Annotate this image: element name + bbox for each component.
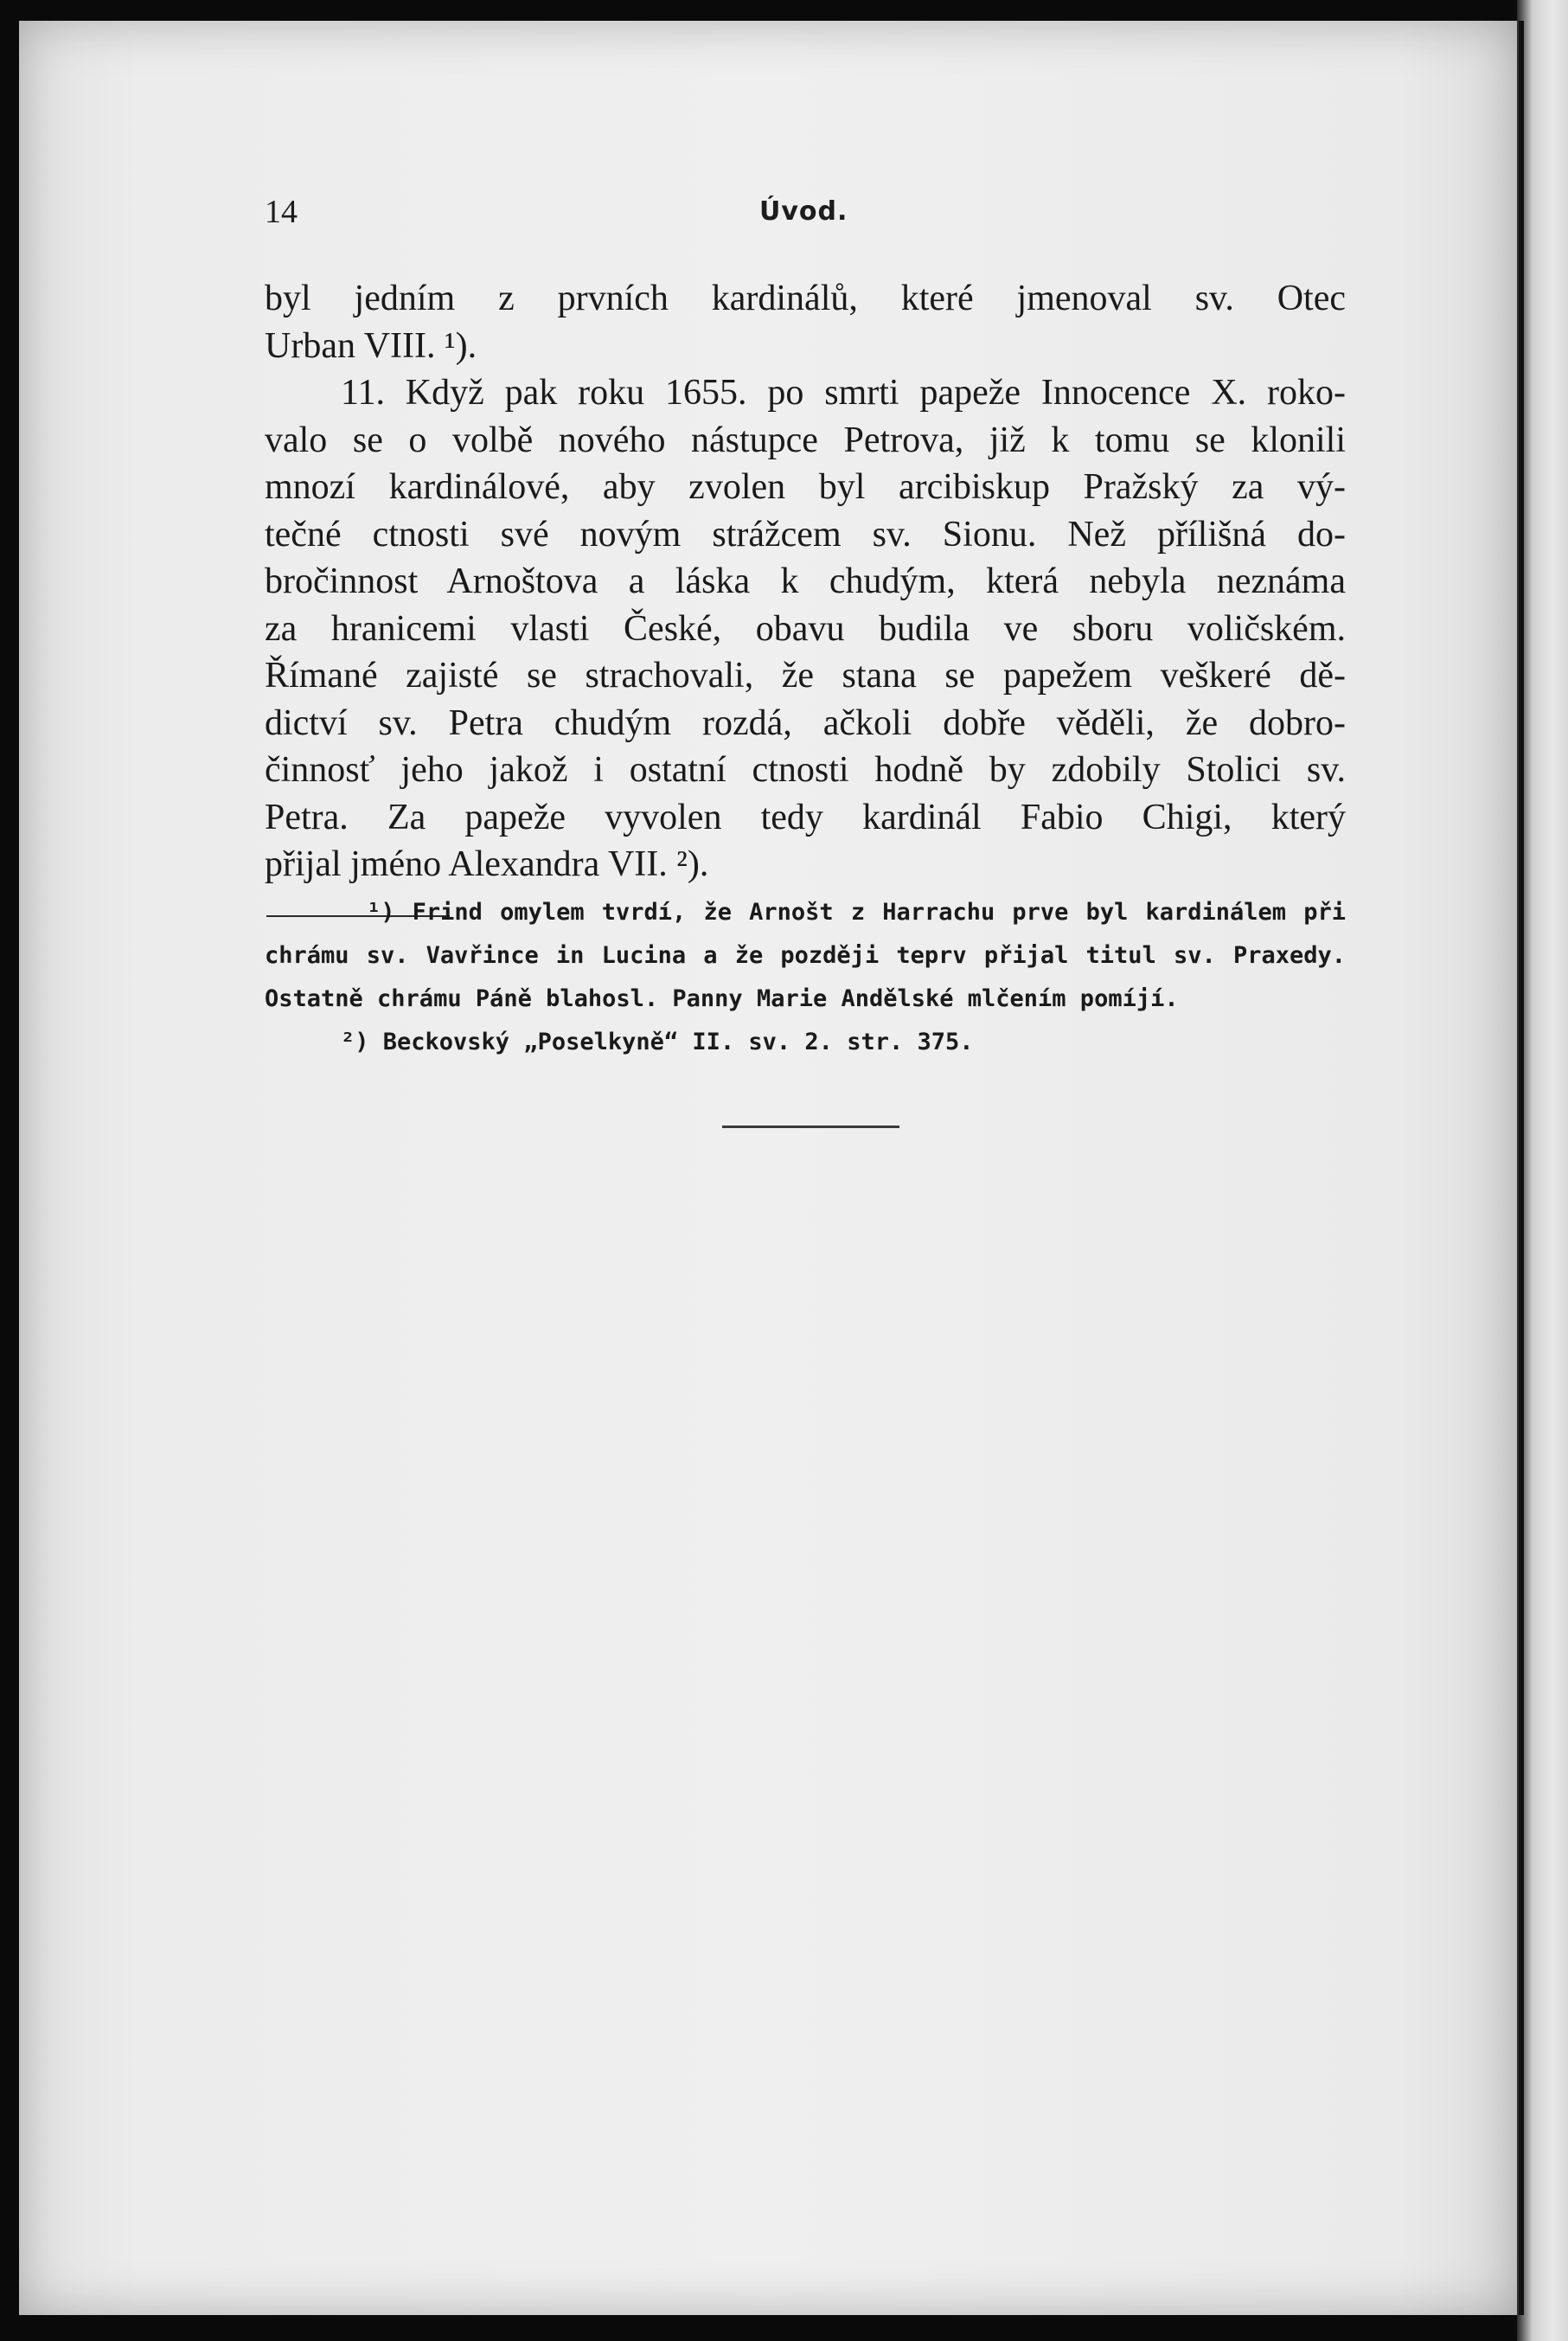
footnote-line: ¹) Frind omylem tvrdí, že Arnošt z Harrachu prve byl kardinálem při <box>367 899 1346 926</box>
body-line: tečné ctnosti své novým strážcem sv. Sionu. Než přílišná do- <box>265 514 1346 555</box>
body-line: Urban VIII. ¹). <box>265 325 477 366</box>
body-line: bročinnost Arnoštova a láska k chudým, která nebyla neznáma <box>265 561 1346 601</box>
running-head: Úvod. <box>759 196 848 227</box>
footnote-line: ²) Beckovský „Poselkyně“ II. sv. 2. str. 375. <box>341 1029 974 1055</box>
body-line: valo se o volbě nového nástupce Petrova, již k tomu se klonili <box>265 420 1346 460</box>
end-rule <box>722 1126 899 1128</box>
body-line: 11. Když pak roku 1655. po smrti papeže Innocence X. roko- <box>341 373 1346 413</box>
footnote-line: chrámu sv. Vavřince in Lucina a že později teprv přijal titul sv. Praxedy. <box>265 942 1346 969</box>
footnote-line: Ostatně chrámu Páně blahosl. Panny Marie Andělské mlčením pomíjí. <box>265 985 1179 1012</box>
body-line: dictví sv. Petra chudým rozdá, ačkoli dobře věděli, že dobro- <box>265 702 1346 743</box>
page-number: 14 <box>265 194 298 230</box>
body-line: za hranicemi vlasti České, obavu budila ve sboru voličském. <box>265 608 1346 649</box>
body-line: Petra. Za papeže vyvolen tedy kardinál Fabio Chigi, který <box>265 797 1346 837</box>
binding-shadow <box>1519 21 1524 2315</box>
body-line: byl jedním z prvních kardinálů, které jmenoval sv. Otec <box>265 279 1346 318</box>
body-paragraph <box>265 275 1346 888</box>
body-line: mnozí kardinálové, aby zvolen byl arcibiskup Pražský za vý- <box>265 467 1346 507</box>
page-edge-strip <box>1517 0 1568 2341</box>
body-line: Římané zajisté se strachovali, že stana se papežem veškeré dě- <box>265 656 1346 696</box>
footnotes <box>265 891 1346 1064</box>
body-line: činnosť jeho jakož i ostatní ctnosti hodně by zdobily Stolici sv. <box>265 750 1346 790</box>
page-header <box>265 193 1346 245</box>
body-line: přijal jméno Alexandra VII. ²). <box>265 844 709 884</box>
